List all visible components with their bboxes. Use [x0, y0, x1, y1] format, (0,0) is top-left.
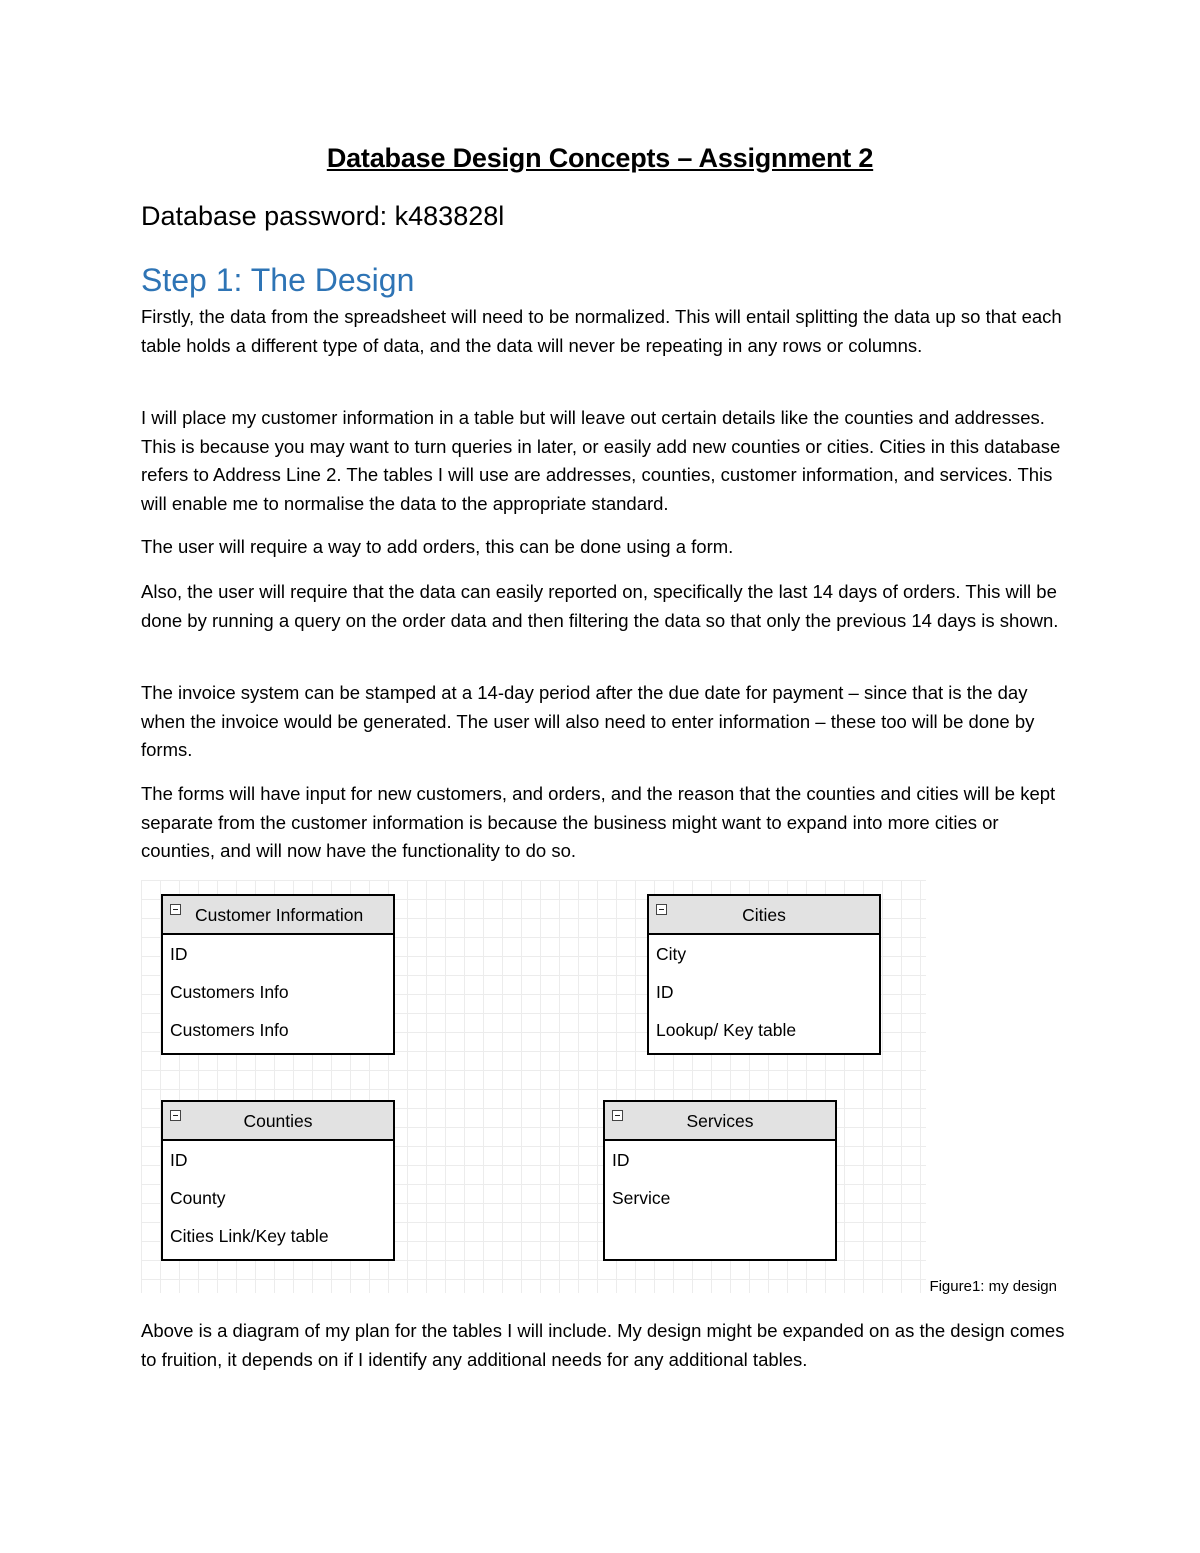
paragraph: The invoice system can be stamped at a 14-day period after the due date for payment – since that is the day when the invoice would be generated. The user will also need to enter information – these too will be done by forms. — [141, 682, 1035, 760]
paragraph: The user will require a way to add orders, this can be done using a form. — [141, 536, 734, 557]
entity-field: Lookup/ Key table — [656, 1020, 797, 1040]
database-password-line: Database password: k483828l — [141, 201, 505, 231]
collapse-minus-icon[interactable] — [656, 904, 667, 915]
collapse-minus-icon[interactable] — [170, 904, 181, 915]
entity-header — [163, 1102, 393, 1141]
entity-header — [649, 896, 879, 935]
collapse-minus-icon[interactable] — [170, 1110, 181, 1121]
entity-title: Services — [686, 1111, 754, 1131]
entity-field: Customers Info — [170, 1020, 289, 1040]
entity-header — [605, 1102, 835, 1141]
entity-title: Cities — [742, 905, 786, 925]
entity-field: ID — [612, 1150, 630, 1170]
entity-title: Customer Information — [195, 905, 364, 925]
collapse-minus-icon[interactable] — [612, 1110, 623, 1121]
section-heading: Step 1: The Design — [141, 262, 415, 298]
figure-caption: Figure1: my design — [929, 1278, 1057, 1295]
entity-field: County — [170, 1188, 226, 1208]
paragraph: Firstly, the data from the spreadsheet will need to be normalized. This will entail splitting the data up so that each table holds a different type of data, and the data will never be repeating in any rows or columns. — [141, 306, 1062, 356]
entity-field: ID — [170, 1150, 188, 1170]
paragraph: The forms will have input for new customers, and orders, and the reason that the counties and cities will be kept separate from the customer information is because the business might want to expand into more cities or counties, and will now have the functionality to do so. — [141, 783, 1056, 861]
entity-field: Cities Link/Key table — [170, 1226, 329, 1246]
entity-services — [603, 1100, 837, 1261]
entity-counties — [161, 1100, 395, 1261]
entity-field: Service — [612, 1188, 671, 1208]
entity-field: ID — [656, 982, 674, 1002]
entity-field: ID — [170, 944, 188, 964]
entity-field — [605, 1217, 835, 1255]
entity-field: Customers Info — [170, 982, 289, 1002]
entity-customer-information — [161, 894, 395, 1055]
document-title: Database Design Concepts – Assignment 2 — [326, 143, 874, 173]
entity-field: City — [656, 944, 687, 964]
entity-title: Counties — [243, 1111, 313, 1131]
paragraph: Also, the user will require that the data can easily reported on, specifically the last 14 days of orders. This will be done by running a query on the order data and then filtering the data so that only the previous 14 days is shown. — [141, 581, 1059, 631]
entity-cities — [647, 894, 881, 1055]
paragraph: I will place my customer information in a table but will leave out certain details like the counties and addresses. This is because you may want to turn queries in later, or easily add new counties or cities. Cities in this database refers to Address Line 2. The tables I will use are addresses, counties, customer information, and services. This will enable me to normalise the data to the appropriate standard. — [141, 407, 1061, 514]
design-diagram — [141, 880, 926, 1293]
entity-header — [163, 896, 393, 935]
paragraph: Above is a diagram of my plan for the tables I will include. My design might be expanded on as the design comes to fruition, it depends on if I identify any additional needs for any additional tables. — [141, 1320, 1065, 1370]
